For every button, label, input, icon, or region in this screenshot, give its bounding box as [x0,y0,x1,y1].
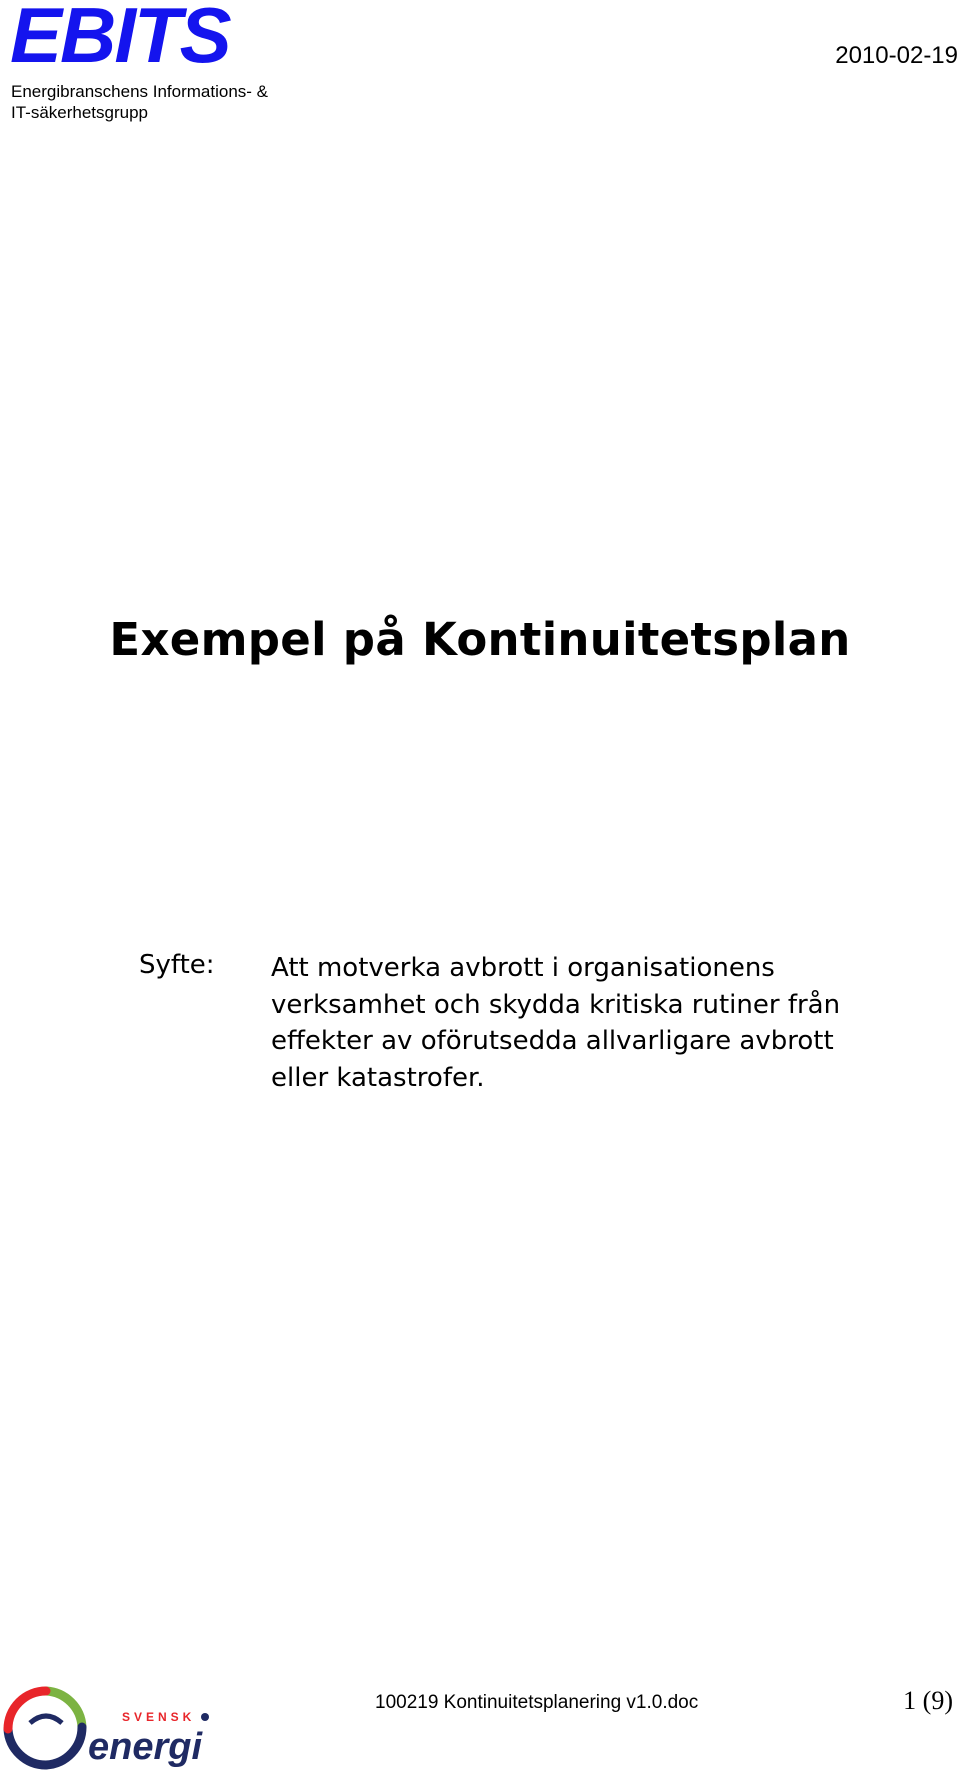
purpose-line: eller katastrofer. [271,1062,485,1093]
organization-name [11,81,268,123]
org-name-line-1: Energibranschens Informations- & [11,82,269,101]
purpose-label: Syfte: [139,950,215,980]
page-number: 1 (9) [903,1686,953,1715]
purpose-line: effekter av oförutsedda allvarligare avbrott [271,1026,834,1056]
ebits-logo: EBITS [10,0,230,79]
purpose-text [271,950,931,1096]
purpose-line: Att motverka avbrott i organisationens [271,953,775,983]
document-title: Exempel på Kontinuitetsplan [109,613,851,666]
org-name-line-2: IT-säkerhetsgrupp [11,103,149,122]
logo-energi-text: energi [88,1726,203,1768]
svensk-energi-logo [0,1683,215,1770]
document-filename: 100219 Kontinuitetsplanering v1.0.doc [375,1692,699,1713]
document-date: 2010-02-19 [835,42,958,69]
purpose-line: verksamhet och skydda kritiska rutiner från [271,989,841,1020]
logo-svensk-text: SVENSK [122,1710,196,1724]
swirl-icon [8,1691,82,1765]
